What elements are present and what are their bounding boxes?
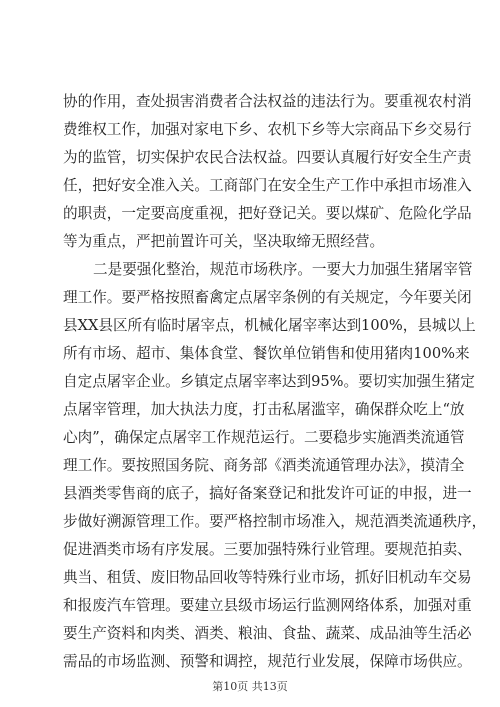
body-line: 典当、租赁、废旧物品回收等特殊行业市场，抓好旧机动车交易 bbox=[63, 569, 472, 586]
body-line: 和报废汽车管理。要建立县级市场运行监测网络体系，加强对重 bbox=[63, 597, 472, 614]
body-line: 所有市场、超市、集体食堂、餐饮单位销售和使用猪肉100%来 bbox=[63, 345, 470, 362]
body-line: 任，把好安全准入关。工商部门在安全生产工作中承担市场准入 bbox=[63, 177, 472, 194]
body-line: 要生产资料和肉类、酒类、粮油、食盐、蔬菜、成品油等生活必 bbox=[63, 625, 472, 642]
body-line: 心肉”，确保定点屠宰工作规范运行。二要稳步实施酒类流通管 bbox=[63, 429, 465, 446]
body-line: 县酒类零售商的底子，搞好备案登记和批发许可证的申报，进一 bbox=[63, 485, 472, 502]
body-line: 点屠宰管理，加大执法力度，打击私屠滥宰，确保群众吃上“放 bbox=[63, 401, 465, 418]
body-line: 自定点屠宰企业。乡镇定点屠宰率达到95%。要切实加强生猪定 bbox=[63, 373, 475, 390]
body-line: 等为重点，严把前置许可关，坚决取缔无照经营。 bbox=[63, 233, 385, 250]
body-line: 需品的市场监测、预警和调控，规范行业发展，保障市场供应。 bbox=[63, 653, 472, 670]
body-line: 理工作。要按照国务院、商务部《酒类流通管理办法》，摸清全 bbox=[63, 457, 465, 474]
body-line: 县XX县区所有临时屠宰点，机械化屠宰率达到100%，县城以上 bbox=[63, 317, 476, 334]
body-line: 费维权工作，加强对家电下乡、农机下乡等大宗商品下乡交易行 bbox=[63, 121, 472, 138]
paragraph-first-line: 二是要强化整治，规范市场秩序。一要大力加强生猪屠宰管 bbox=[93, 261, 473, 278]
body-line: 为的监管，切实保护农民合法权益。四要认真履行好安全生产责 bbox=[63, 149, 472, 166]
page-number-footer: 第10页 共13页 bbox=[212, 680, 288, 693]
body-line: 促进酒类市场有序发展。三要加强特殊行业管理。要规范拍卖、 bbox=[63, 541, 472, 558]
body-line: 步做好溯源管理工作。要严格控制市场准入，规范酒类流通秩序， bbox=[63, 513, 487, 530]
body-line: 的职责，一定要高度重视，把好登记关。要以煤矿、危险化学品 bbox=[63, 205, 472, 222]
body-line: 协的作用，查处损害消费者合法权益的违法行为。要重视农村消 bbox=[63, 93, 472, 110]
body-line: 理工作。要严格按照畜禽定点屠宰条例的有关规定，今年要关闭 bbox=[63, 289, 472, 306]
